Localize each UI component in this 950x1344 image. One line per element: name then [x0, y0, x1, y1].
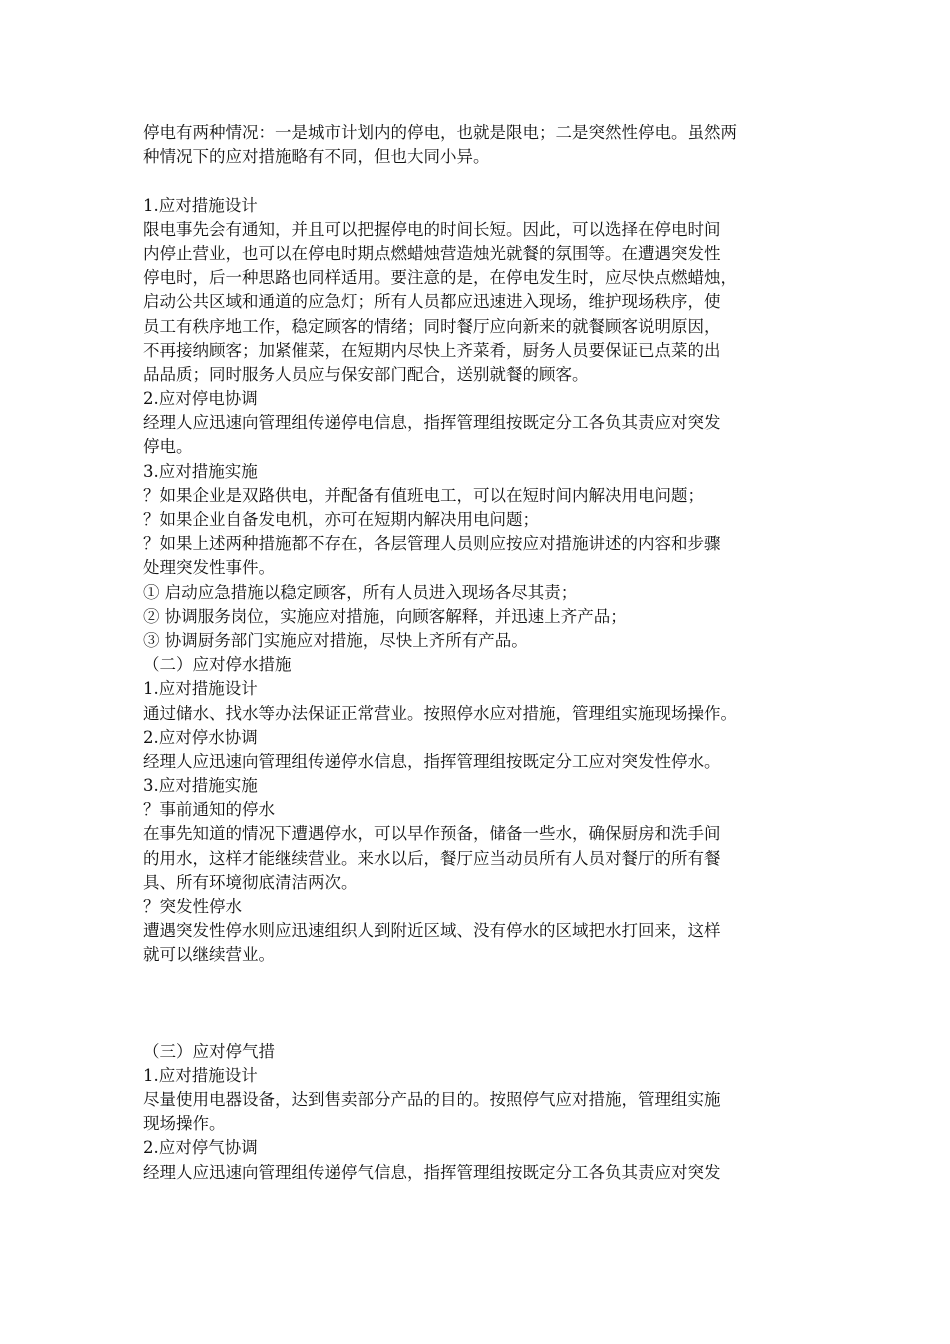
section-heading: 2.应对停气协调 [143, 1138, 258, 1158]
paragraph-line: 经理人应迅速向管理组传递停气信息，指挥管理组按既定分工各负其责应对突发 [143, 1162, 721, 1182]
paragraph-gap [143, 169, 811, 193]
paragraph-line: 停电时，后一种思路也同样适用。要注意的是，在停电发生时，应尽快点燃蜡烛， [143, 268, 737, 288]
paragraph-line: 经理人应迅速向管理组传递停电信息，指挥管理组按既定分工各负其责应对突发 [143, 413, 721, 433]
paragraph-line: 限电事先会有通知，并且可以把握停电的时间长短。因此，可以选择在停电时间 [143, 219, 721, 239]
paragraph-line: 停电有两种情况：一是城市计划内的停电，也就是限电；二是突然性停电。虽然两 [143, 123, 737, 142]
paragraph-line: 处理突发性事件。 [143, 558, 275, 578]
list-item: ？如果上述两种措施都不存在，各层管理人员则应按应对措施讲述的内容和步骤 [143, 534, 721, 554]
paragraph-line: 启动公共区域和通道的应急灯；所有人员都应迅速进入现场，维护现场秩序，使 [143, 292, 721, 312]
section-heading: 1.应对措施设计 [143, 1065, 258, 1085]
paragraph-line: 通过储水、找水等办法保证正常营业。按照停水应对措施，管理组实施现场操作。 [143, 703, 737, 723]
paragraph-line: 遭遇突发性停水则应迅速组织人到附近区域、没有停水的区域把水打回来，这样 [143, 921, 721, 941]
paragraph-line: 在事先知道的情况下遭遇停水，可以早作预备，储备一些水，确保厨房和洗手间 [143, 824, 721, 844]
list-item: ？突发性停水 [143, 897, 242, 916]
list-item: ？事前通知的停水 [143, 800, 275, 820]
paragraph-line: 具、所有环境彻底清洁两次。 [143, 872, 358, 892]
paragraph-line: 内停止营业，也可以在停电时期点燃蜡烛营造烛光就餐的氛围等。在遭遇突发性 [143, 243, 721, 263]
chapter-heading: （三）应对停气措 [143, 1041, 275, 1061]
paragraph-gap [143, 968, 811, 1040]
document-body [143, 121, 811, 1185]
paragraph-line: 品品质；同时服务人员应与保安部门配合，送别就餐的顾客。 [143, 364, 589, 384]
paragraph-line: 经理人应迅速向管理组传递停水信息，指挥管理组按既定分工应对突发性停水。 [143, 751, 721, 771]
section-heading: 1.应对措施设计 [143, 679, 258, 699]
paragraph-line: 的用水，这样才能继续营业。来水以后，餐厅应当动员所有人员对餐厅的所有餐 [143, 848, 721, 868]
list-item: ？如果企业自备发电机，亦可在短期内解决用电问题； [143, 510, 539, 529]
section-heading: 3.应对措施实施 [143, 776, 258, 796]
section-heading: 2.应对停水协调 [143, 727, 258, 747]
numbered-item: ② 协调服务岗位，实施应对措施，向顾客解释，并迅速上齐产品； [143, 606, 627, 626]
chapter-heading: （二）应对停水措施 [143, 655, 292, 675]
paragraph-line: 尽量使用电器设备，达到售卖部分产品的目的。按照停气应对措施，管理组实施 [143, 1089, 721, 1109]
paragraph-line: 停电。 [143, 437, 193, 457]
section-heading: 3.应对措施实施 [143, 461, 258, 481]
list-item: ？如果企业是双路供电，并配备有值班电工，可以在短时间内解决用电问题； [143, 485, 704, 505]
paragraph-line: 员工有秩序地工作，稳定顾客的情绪；同时餐厅应向新来的就餐顾客说明原因， [143, 316, 721, 336]
paragraph-line: 不再接纳顾客；加紧催菜，在短期内尽快上齐菜肴，厨务人员要保证已点菜的出 [143, 340, 721, 360]
numbered-item: ③ 协调厨务部门实施应对措施，尽快上齐所有产品。 [143, 630, 528, 650]
paragraph-line: 现场操作。 [143, 1114, 226, 1134]
section-heading: 1.应对措施设计 [143, 195, 258, 215]
paragraph-line: 种情况下的应对措施略有不同，但也大同小异。 [143, 147, 490, 167]
paragraph-line: 就可以继续营业。 [143, 945, 275, 965]
section-heading: 2.应对停电协调 [143, 389, 258, 409]
numbered-item: ① 启动应急措施以稳定顾客，所有人员进入现场各尽其责； [143, 582, 578, 602]
